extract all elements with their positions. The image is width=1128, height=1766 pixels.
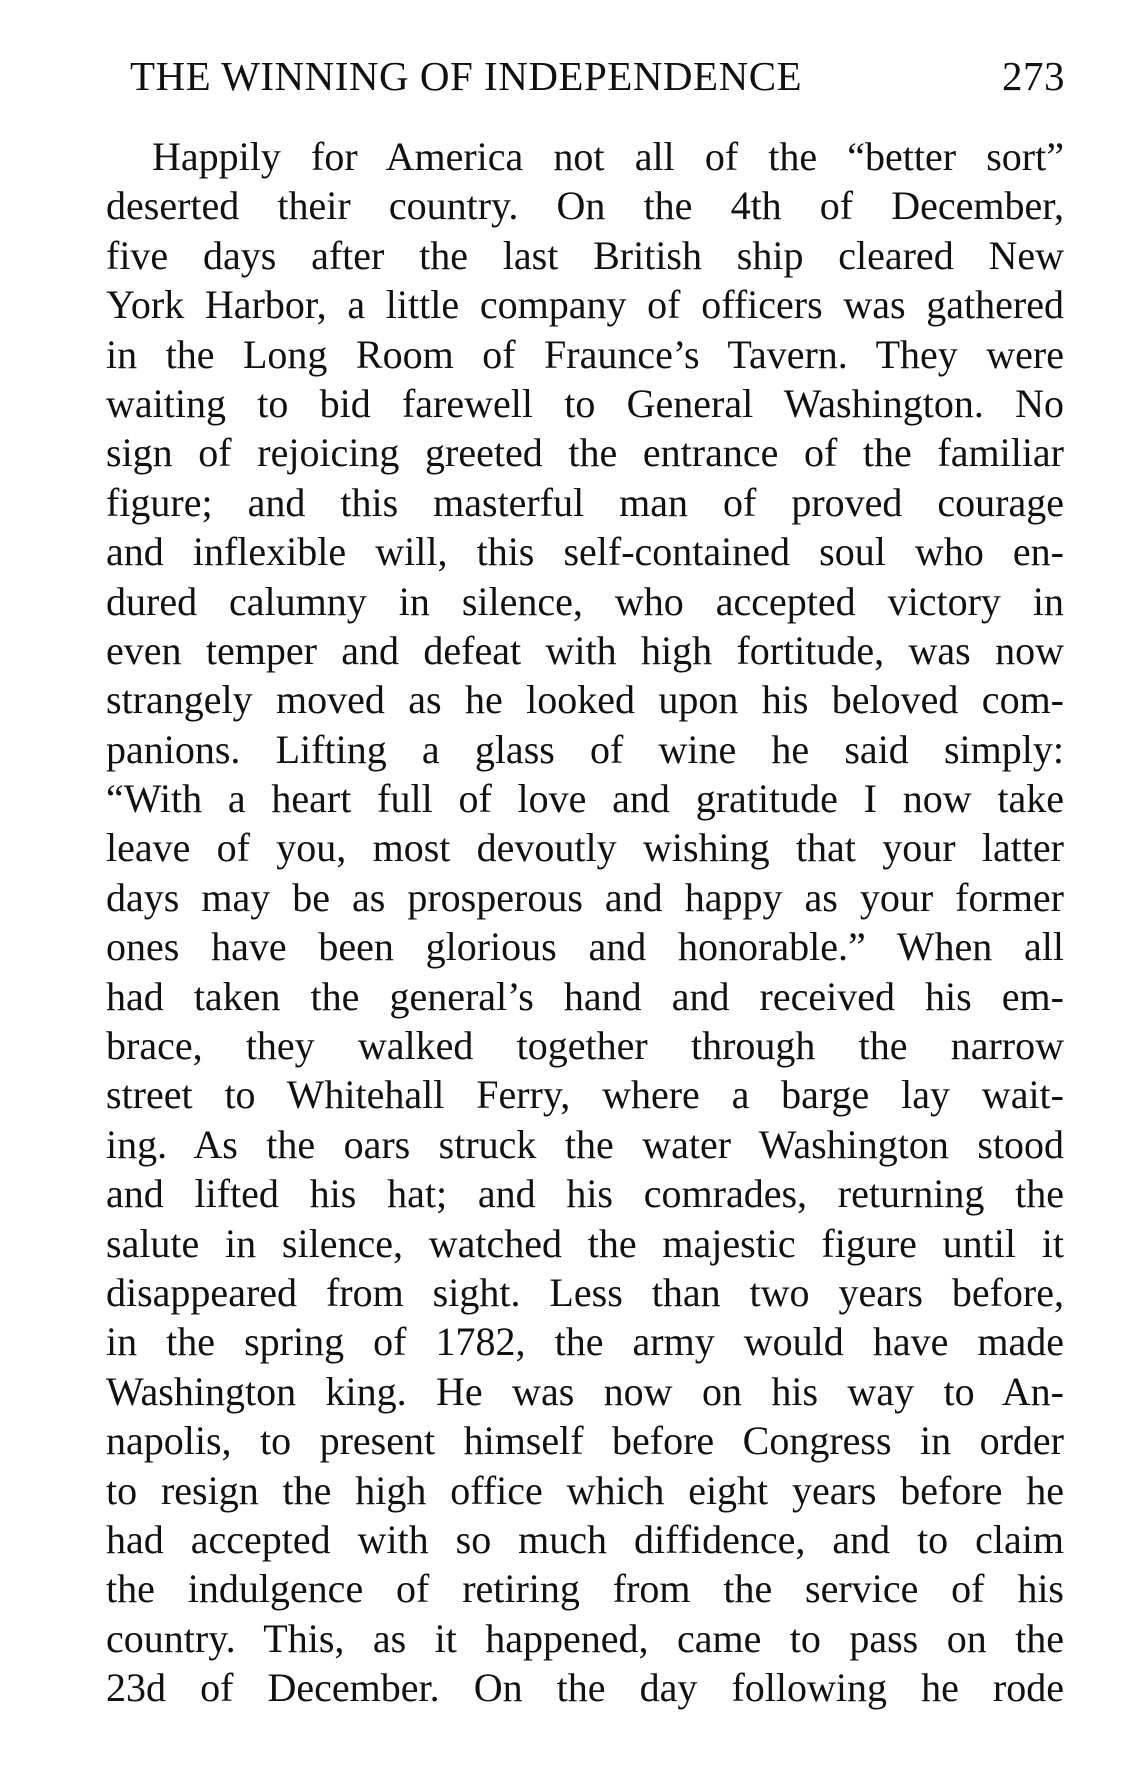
text-line: five days after the last British ship cleared New (106, 232, 1064, 278)
text-line: salute in silence, watched the majestic figure until it (106, 1220, 1064, 1266)
text-line: the indulgence of retiring from the service of his (106, 1566, 1064, 1612)
text-line: napolis, to present himself before Congress in order (106, 1418, 1064, 1464)
text-line: Happily for America not all of the “better sort” (152, 134, 1064, 179)
text-line: ing. As the oars struck the water Washington stood (106, 1121, 1064, 1167)
text-line: 23d of December. On the day following he rode (106, 1665, 1064, 1711)
text-line: York Harbor, a little company of officers was gathered (106, 282, 1064, 328)
text-line: sign of rejoicing greeted the entrance of the familiar (106, 430, 1064, 476)
text-line: days may be as prosperous and happy as your former (106, 874, 1064, 920)
text-line: strangely moved as he looked upon his beloved com- (106, 677, 1064, 723)
text-line: had taken the general’s hand and received his em- (106, 973, 1064, 1019)
text-line: and inflexible will, this self-contained soul who en- (106, 529, 1064, 575)
body-text (106, 132, 1064, 1713)
text-line: leave of you, most devoutly wishing that your latter (106, 825, 1064, 871)
text-line: brace, they walked together through the narrow (106, 1023, 1064, 1069)
text-line: deserted their country. On the 4th of December, (106, 183, 1064, 229)
text-line: waiting to bid farewell to General Washington. No (106, 380, 1064, 426)
page-number: 273 (1002, 53, 1065, 99)
text-line: in the Long Room of Fraunce’s Tavern. They were (106, 331, 1064, 377)
text-line: and lifted his hat; and his comrades, returning the (106, 1171, 1064, 1217)
text-line: disappeared from sight. Less than two years before, (106, 1269, 1064, 1315)
running-head-title: THE WINNING OF INDEPENDENCE (130, 53, 803, 99)
text-line: country. This, as it happened, came to pass on the (106, 1615, 1064, 1661)
text-line: had accepted with so much diffidence, and to claim (106, 1516, 1064, 1562)
text-line: figure; and this masterful man of proved courage (106, 479, 1064, 525)
text-line: ones have been glorious and honorable.” When all (106, 924, 1064, 970)
text-line: street to Whitehall Ferry, where a barge lay wait- (106, 1072, 1064, 1118)
text-line: “With a heart full of love and gratitude I now take (106, 776, 1064, 822)
text-line: Washington king. He was now on his way to An- (106, 1368, 1064, 1414)
text-line: in the spring of 1782, the army would have made (106, 1319, 1064, 1365)
text-line: even temper and defeat with high fortitude, was now (106, 627, 1064, 673)
text-line: to resign the high office which eight years before he (106, 1467, 1064, 1513)
text-line: panions. Lifting a glass of wine he said simply: (106, 726, 1064, 772)
running-head (130, 52, 1065, 112)
text-line: dured calumny in silence, who accepted victory in (106, 578, 1064, 624)
